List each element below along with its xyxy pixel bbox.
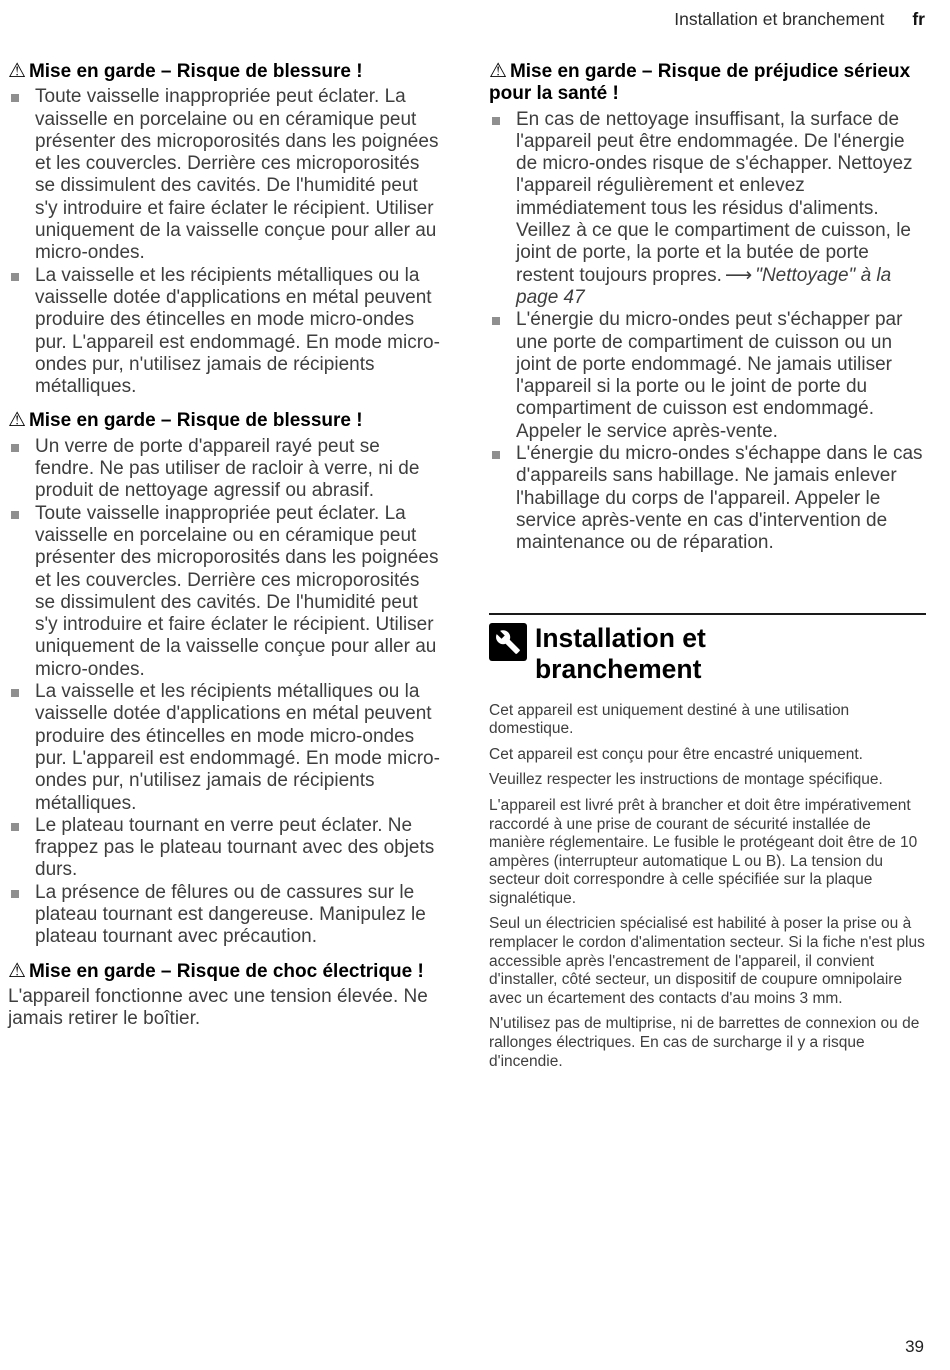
bullet-square-icon bbox=[492, 451, 500, 459]
section-divider bbox=[489, 613, 926, 615]
warning-heading bbox=[8, 960, 441, 983]
section-title: Installation et branchement bbox=[535, 622, 706, 684]
page-number: 39 bbox=[905, 1337, 924, 1356]
bullet-item bbox=[8, 503, 441, 681]
bullet-item bbox=[489, 443, 926, 554]
installation-paragraph: L'appareil est livré prêt à brancher et doit être impérativement raccordé à une prise de courant de sécurité installée de manière réglementaire. Le fusible le protégeant doit être de 10 ampères (interrupteur automatique L ou B). La tension du secteur doit correspondre à celle spécifiée sur la plaque signalétique. bbox=[489, 796, 918, 907]
warning-heading bbox=[8, 409, 441, 432]
bullet-item bbox=[8, 815, 441, 882]
warning-triangle-icon: ⚠ bbox=[8, 409, 26, 432]
bullet-text: Le plateau tournant en verre peut éclater. Ne frappez pas le plateau tournant avec des objets durs. bbox=[35, 814, 435, 881]
installation-section-header bbox=[489, 613, 926, 685]
bullet-square-icon bbox=[11, 273, 19, 281]
bullet-text-main: En cas de nettoyage insuffisant, la surface de l'appareil peut être endommagée. De l'énergie de micro-ondes risque de s'échapper. Nettoyez l'appareil régulièrement et enlevez immédiatement tous les résidus d'aliments. Veillez à ce que le compartiment de cuisson, le joint de porte, la porte et la butée de porte restent toujours propres. bbox=[516, 108, 913, 286]
left-column bbox=[8, 60, 441, 1030]
bullet-text: La vaisselle et les récipients métalliques ou la vaisselle dotée d'applications en métal peuvent produire des étincelles en mode micro-ondes pur. L'appareil est endommagé. En mode micro-ondes pur, n'utilisez jamais de récipients métalliques. bbox=[35, 264, 440, 398]
warning-triangle-icon: ⚠ bbox=[489, 60, 507, 82]
bullet-text bbox=[516, 109, 926, 310]
bullet-square-icon bbox=[11, 94, 19, 102]
bullet-square-icon bbox=[11, 890, 19, 898]
warning-heading bbox=[489, 60, 926, 106]
warning-triangle-icon: ⚠ bbox=[8, 60, 26, 82]
bullet-text: Toute vaisselle inappropriée peut éclater. La vaisselle en porcelaine ou en céramique peut présenter des microporosités dans les poignées et les couvercles. Derrière ces microporosités se dissimulent des cavités. De l'humidité peut s'y introduire et faire éclater le récipient. Utiliser uniquement de la vaisselle conçue pour aller au micro-ondes. bbox=[35, 502, 439, 680]
warning-heading-text: Mise en garde – Risque de préjudice sérieux pour la santé ! bbox=[489, 61, 911, 105]
installation-paragraph: Cet appareil est conçu pour être encastré uniquement. bbox=[489, 745, 863, 763]
bullet-text: Toute vaisselle inappropriée peut éclater. La vaisselle en porcelaine ou en céramique peut présenter des microporosités dans les poignées et les couvercles. Derrière ces microporosités se dissimulent des cavités. De l'humidité peut s'y introduire et faire éclater le récipient. Utiliser uniquement de la vaisselle conçue pour aller au micro-ondes. bbox=[35, 86, 439, 264]
warning-triangle-icon: ⚠ bbox=[8, 959, 26, 982]
bullet-text: L'énergie du micro-ondes peut s'échapper par une porte de compartiment de cuisson ou un joint de porte endommagé. Ne jamais utiliser l'appareil si la porte ou le joint de porte du compartiment de cuisson est endommagé. Appeler le service après-vente. bbox=[516, 309, 903, 442]
bullet-item bbox=[8, 436, 441, 503]
warning-heading bbox=[8, 60, 441, 83]
warning-heading-text: Mise en garde – Risque de blessure ! bbox=[28, 410, 363, 432]
header-chapter-title: Installation et branchement bbox=[674, 9, 885, 29]
installation-paragraphs bbox=[489, 702, 926, 1072]
page-header bbox=[674, 9, 925, 30]
bullet-square-icon bbox=[492, 317, 500, 325]
bullet-item bbox=[489, 309, 926, 443]
bullet-square-icon bbox=[11, 444, 19, 452]
bullet-item bbox=[8, 86, 441, 264]
bullet-item bbox=[8, 882, 441, 949]
bullet-square-icon bbox=[492, 117, 500, 125]
cross-reference-arrow-icon: ⟶ bbox=[724, 264, 753, 286]
bullet-item bbox=[8, 265, 441, 399]
warning-heading-text: Mise en garde – Risque de blessure ! bbox=[28, 61, 363, 82]
body-paragraph: L'appareil fonctionne avec une tension élevée. Ne jamais retirer le boîtier. bbox=[8, 985, 428, 1030]
installation-paragraph: Seul un électricien spécialisé est habilité à poser la prise ou à remplacer le cordon d'alimentation secteur. Si la fiche n'est plus accessible après l'encastrement de l'appareil, il convient d'installer, côté secteur, un dispositif de coupure omnipolaire avec un écartement des contacts d'au moins 3 mm. bbox=[489, 915, 925, 1007]
cross-reference: "Nettoyage" à la page 47 bbox=[516, 264, 892, 308]
bullet-text: La présence de fêlures ou de cassures sur le plateau tournant est dangereuse. Manipulez le plateau tournant avec précaution. bbox=[35, 881, 426, 948]
installation-paragraph: Veuillez respecter les instructions de montage spécifique. bbox=[489, 771, 883, 789]
installation-paragraph: Cet appareil est uniquement destiné à une utilisation domestique. bbox=[489, 701, 850, 738]
wrench-icon bbox=[489, 623, 527, 661]
installation-paragraph: N'utilisez pas de multiprise, ni de barrettes de connexion ou de rallonges électriques. En cas de surcharge il y a risque d'incendie. bbox=[489, 1015, 920, 1070]
bullet-square-icon bbox=[11, 689, 19, 697]
header-language-code: fr bbox=[912, 9, 925, 29]
bullet-text: Un verre de porte d'appareil rayé peut se fendre. Ne pas utiliser de racloir à verre, ni de produit de nettoyage agressif ou abrasif. bbox=[35, 435, 420, 502]
bullet-text: La vaisselle et les récipients métalliques ou la vaisselle dotée d'applications en métal peuvent produire des étincelles en mode micro-ondes pur. L'appareil est endommagé. En mode micro-ondes pur, n'utilisez jamais de récipients métalliques. bbox=[35, 681, 440, 814]
bullet-square-icon bbox=[11, 511, 19, 519]
bullet-item bbox=[8, 681, 441, 815]
bullet-text: L'énergie du micro-ondes s'échappe dans le cas d'appareils sans habillage. Ne jamais enlever l'habillage du corps de l'appareil. Appeler le service après-vente en cas d'intervention de maintenance ou de réparation. bbox=[516, 443, 923, 554]
bullet-item bbox=[489, 109, 926, 310]
bullet-square-icon bbox=[11, 823, 19, 831]
section-title-row bbox=[489, 623, 926, 685]
warning-heading-text: Mise en garde – Risque de choc électrique ! bbox=[28, 960, 424, 982]
right-column bbox=[489, 60, 926, 1078]
